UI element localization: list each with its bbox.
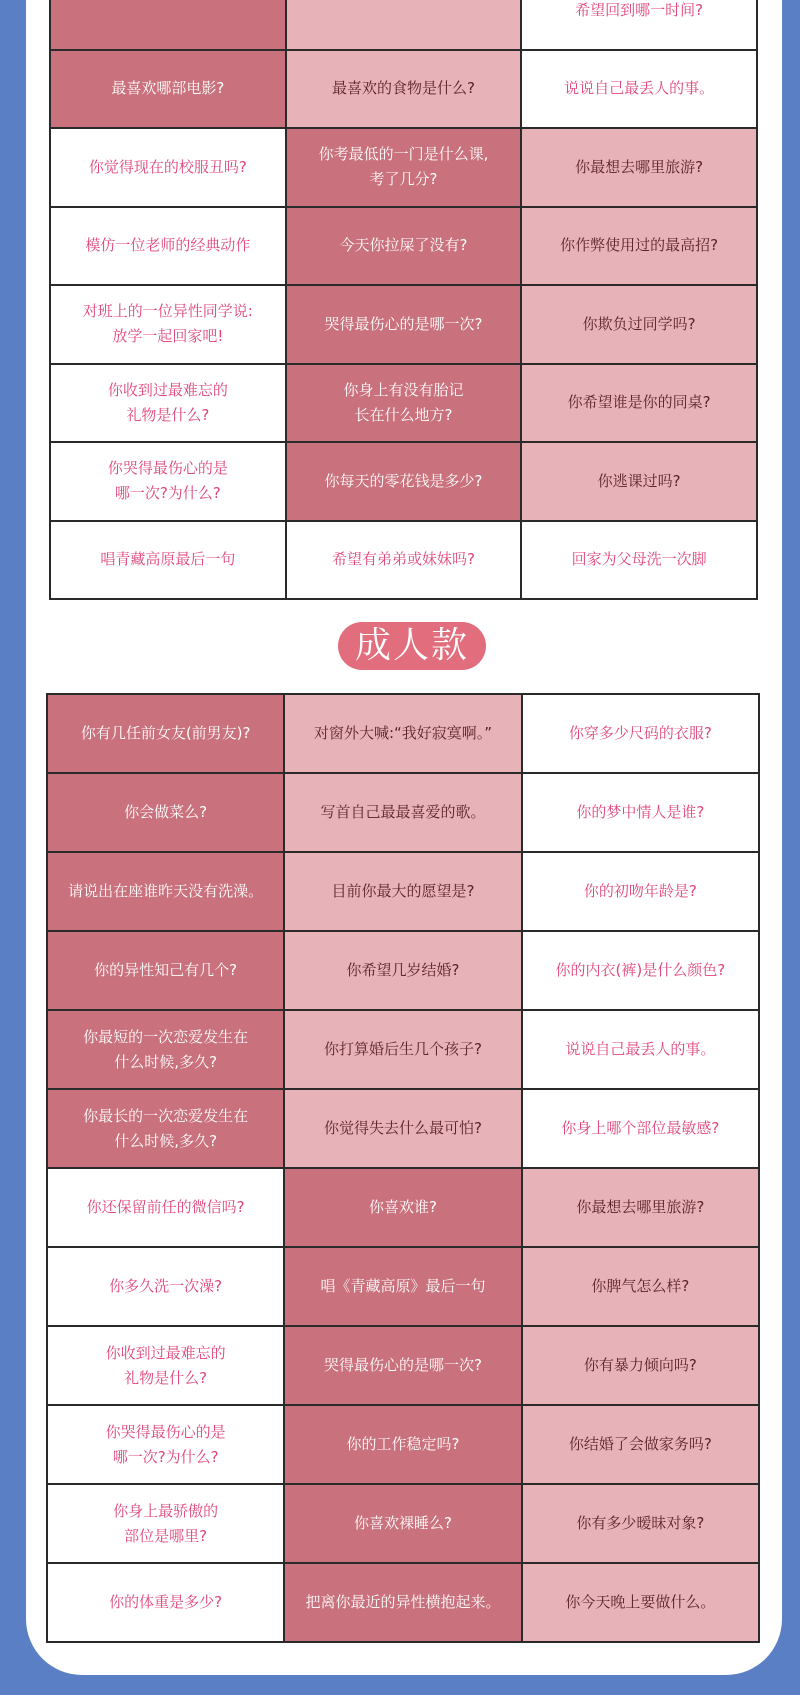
question-cell: 你逃课过吗? [522,443,758,522]
question-table-adult [46,693,760,1643]
question-cell: 你身上有没有胎记 长在什么地方? [287,365,523,444]
question-cell: 你脾气怎么样? [523,1248,760,1327]
question-cell: 唱《青藏高原》最后一句 [285,1248,522,1327]
question-cell: 你作弊使用过的最高招? [522,208,758,287]
question-cell: 说说自己最丢人的事。 [522,51,758,130]
question-cell: 最喜欢哪部电影? [51,51,287,130]
question-cell: 你最短的一次恋爱发生在 什么时候,多久? [48,1011,285,1090]
question-cell: 你觉得失去什么最可怕? [285,1090,522,1169]
question-cell: 你每天的零花钱是多少? [287,443,523,522]
question-cell: 希望回到哪一时间? [522,0,758,51]
question-cell: 你有几任前女友(前男友)? [48,695,285,774]
question-cell: 你的初吻年龄是? [523,853,760,932]
question-cell: 你穿多少尺码的衣服? [523,695,760,774]
question-cell: 你还保留前任的微信吗? [48,1169,285,1248]
question-cell: 你的内衣(裤)是什么颜色? [523,932,760,1011]
question-cell: 对班上的一位异性同学说: 放学一起回家吧! [51,286,287,365]
question-cell: 说说自己最丢人的事。 [523,1011,760,1090]
question-cell: 你希望谁是你的同桌? [522,365,758,444]
question-cell: 你哭得最伤心的是 哪一次?为什么? [48,1406,285,1485]
question-cell: 你多久洗一次澡? [48,1248,285,1327]
question-cell: 你收到过最难忘的 礼物是什么? [51,365,287,444]
question-cell: 你喜欢谁? [285,1169,522,1248]
question-cell: 希望有弟弟或妹妹吗? [287,522,523,601]
question-cell: 哭得最伤心的是哪一次? [287,286,523,365]
question-cell: 目前你最大的愿望是? [285,853,522,932]
question-cell: 回家为父母洗一次脚 [522,522,758,601]
question-cell: 你身上哪个部位最敏感? [523,1090,760,1169]
question-cell: 哭得最伤心的是哪一次? [285,1327,522,1406]
question-cell: 你欺负过同学吗? [522,286,758,365]
question-cell: 写首自己最最喜爱的歌。 [285,774,522,853]
question-cell: 你最长的一次恋爱发生在 什么时候,多久? [48,1090,285,1169]
question-cell: 你会做菜么? [48,774,285,853]
question-cell: 你打算婚后生几个孩子? [285,1011,522,1090]
question-cell [287,0,523,51]
question-cell: 你考最低的一门是什么课, 考了几分? [287,129,523,208]
question-cell: 你最想去哪里旅游? [522,129,758,208]
question-cell: 你希望几岁结婚? [285,932,522,1011]
question-cell: 你今天晚上要做什么。 [523,1564,760,1643]
section-title-adult: 成人款 [338,622,486,670]
question-cell: 今天你拉屎了没有? [287,208,523,287]
question-cell: 你结婚了会做家务吗? [523,1406,760,1485]
question-cell: 最喜欢的食物是什么? [287,51,523,130]
question-cell: 你有多少暧昧对象? [523,1485,760,1564]
question-cell: 你的异性知己有几个? [48,932,285,1011]
question-cell [51,0,287,51]
question-cell: 对窗外大喊:“我好寂寞啊。” [285,695,522,774]
question-cell: 你最想去哪里旅游? [523,1169,760,1248]
question-cell: 你收到过最难忘的 礼物是什么? [48,1327,285,1406]
question-cell: 你有暴力倾向吗? [523,1327,760,1406]
question-cell: 你的梦中情人是谁? [523,774,760,853]
question-cell: 你喜欢裸睡么? [285,1485,522,1564]
question-cell: 模仿一位老师的经典动作 [51,208,287,287]
question-cell: 请说出在座谁昨天没有洗澡。 [48,853,285,932]
question-cell: 唱青藏高原最后一句 [51,522,287,601]
question-table-top [49,0,758,600]
question-cell: 把离你最近的异性横抱起来。 [285,1564,522,1643]
question-cell: 你的工作稳定吗? [285,1406,522,1485]
question-cell: 你哭得最伤心的是 哪一次?为什么? [51,443,287,522]
question-cell: 你身上最骄傲的 部位是哪里? [48,1485,285,1564]
question-cell: 你的体重是多少? [48,1564,285,1643]
question-cell: 你觉得现在的校服丑吗? [51,129,287,208]
